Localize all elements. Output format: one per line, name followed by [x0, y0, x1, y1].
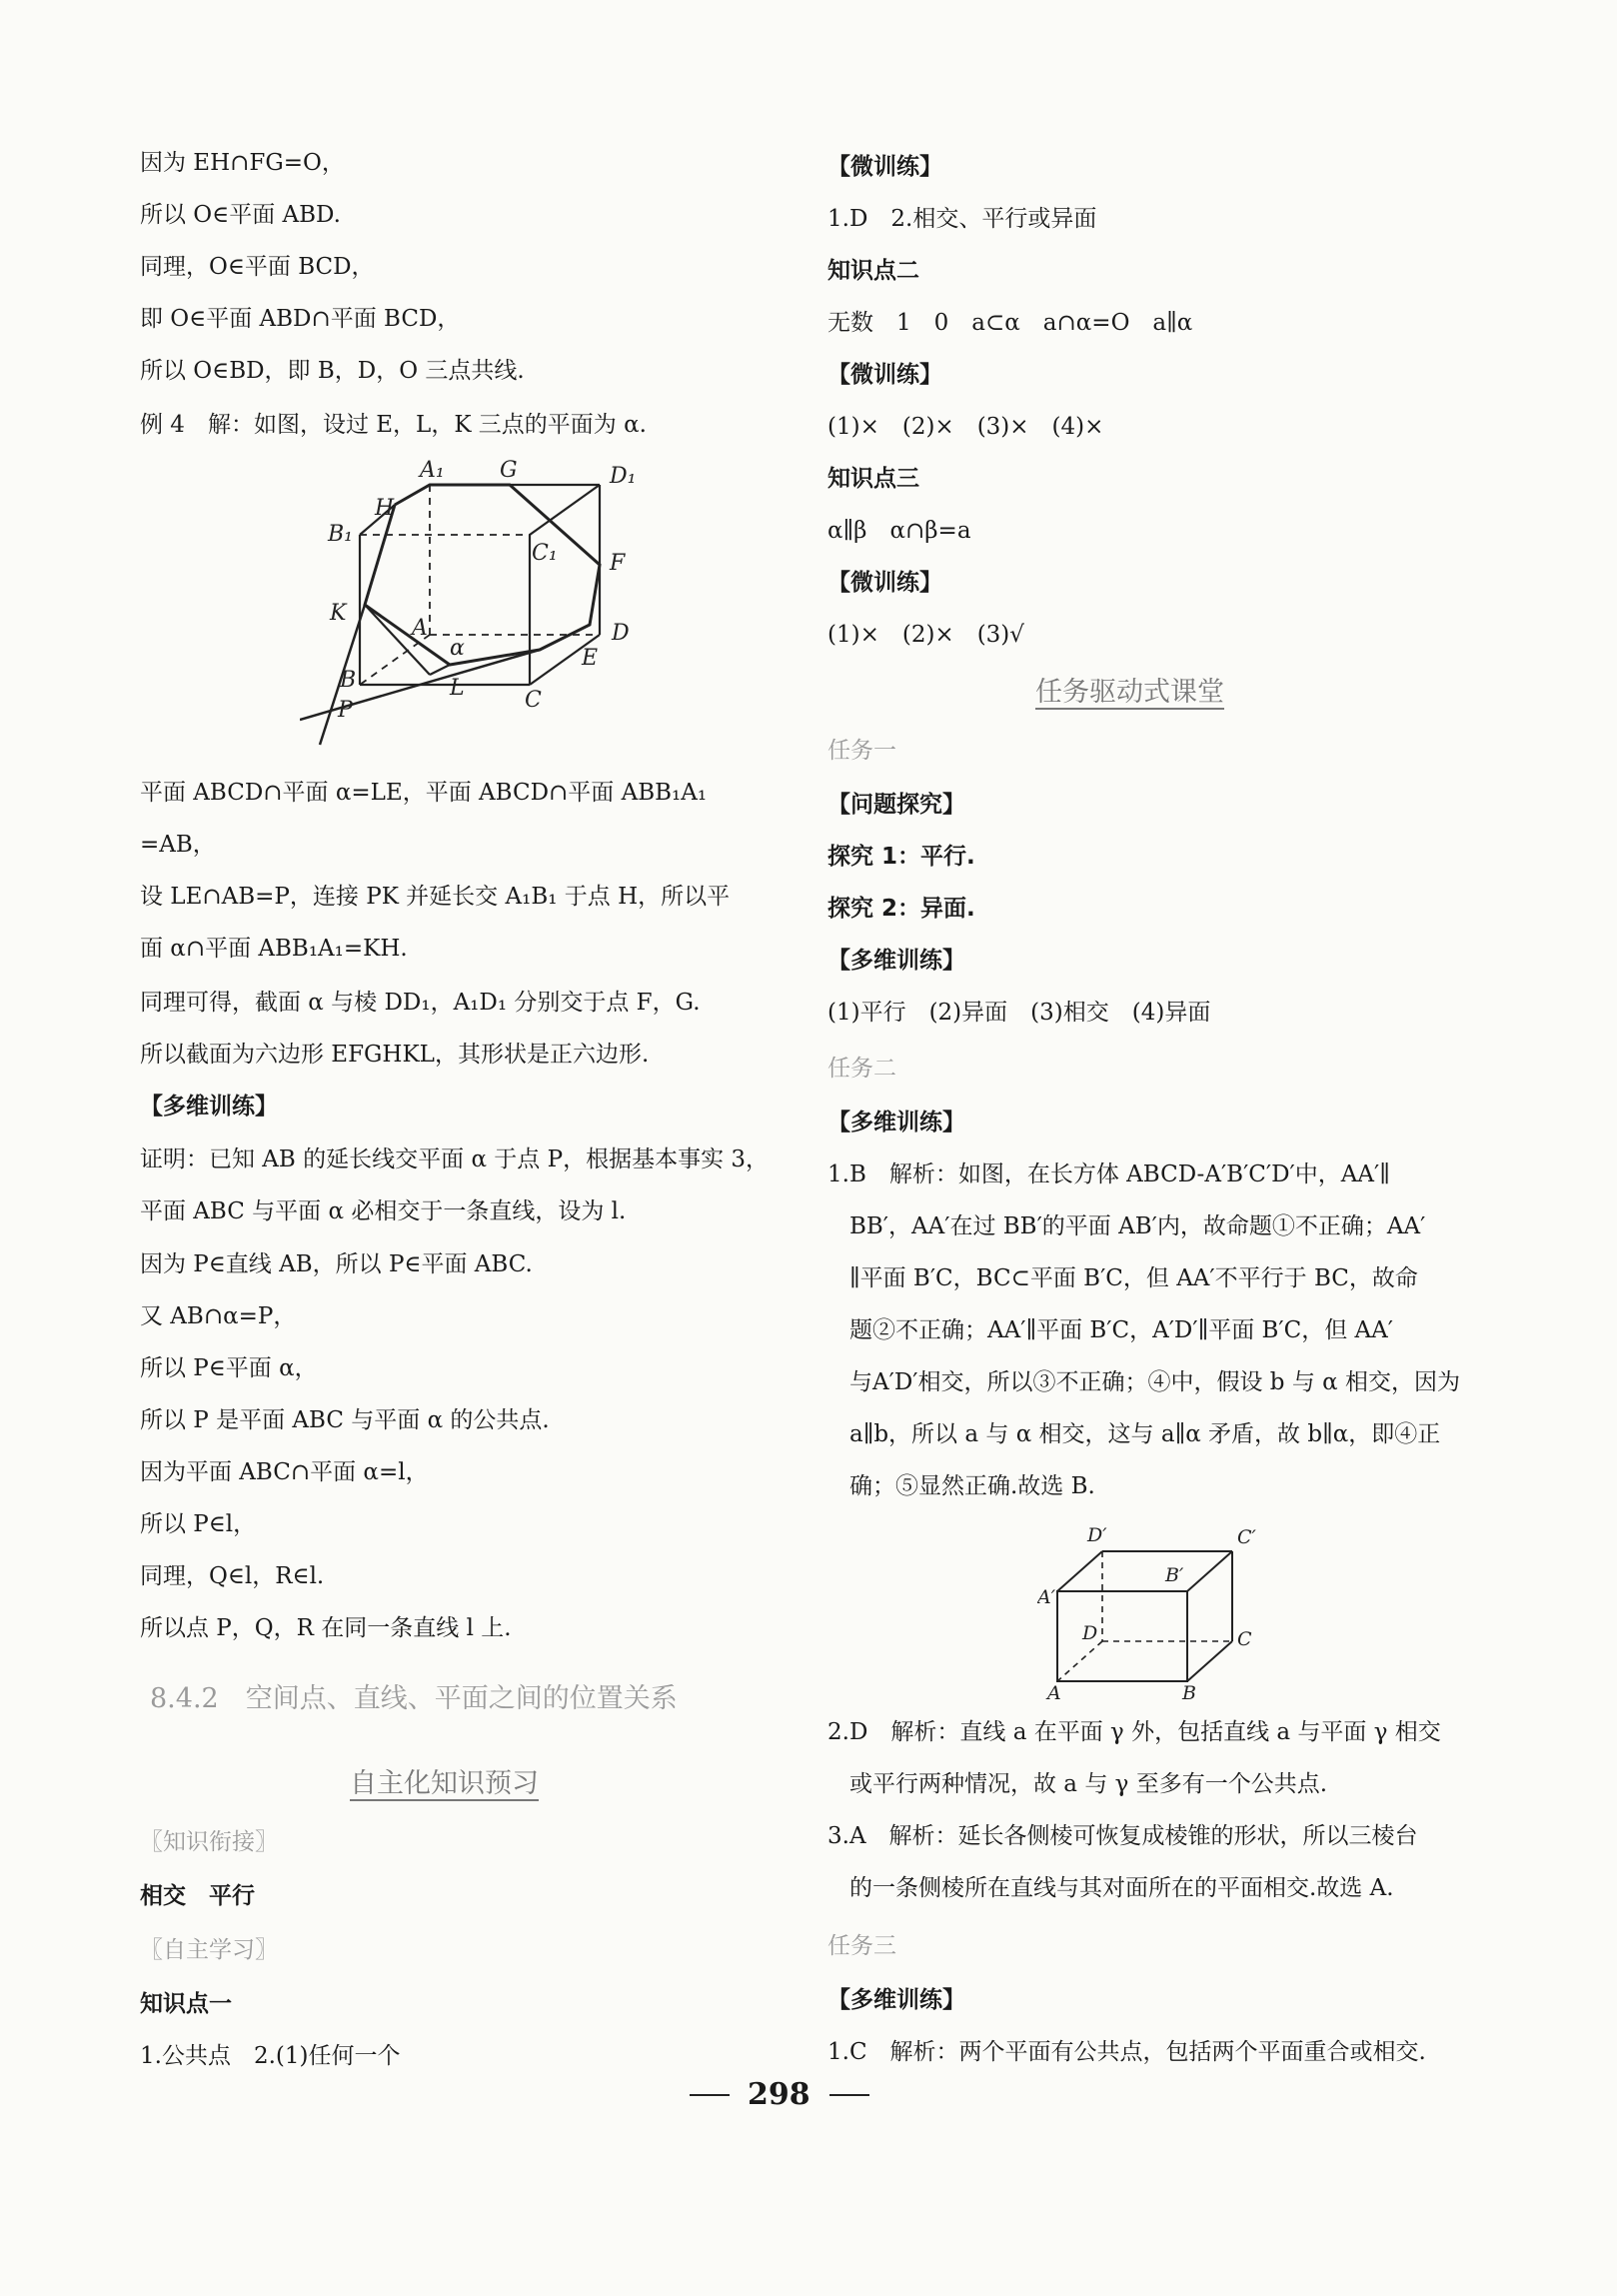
- figure-label: D′: [1087, 1524, 1107, 1546]
- figure-label: C: [525, 688, 542, 713]
- subheading: 知识点三: [827, 466, 919, 492]
- cube-section-figure: [300, 455, 770, 755]
- text-line: 探究 2：异面.: [827, 896, 975, 922]
- text-line: 的一条侧棱所在直线与其对面所在的平面相交.故选 A.: [849, 1875, 1394, 1901]
- task-label: 任务一: [827, 738, 896, 764]
- text-line: 3.A 解析：延长各侧棱可恢复成棱锥的形状，所以三棱台: [827, 1823, 1418, 1849]
- figure-label: A₁: [420, 458, 445, 483]
- figure-label: P: [338, 698, 353, 723]
- text-line: 所以点 P，Q，R 在同一条直线 l 上.: [140, 1615, 512, 1641]
- text-line: 所以截面为六边形 EFGHKL，其形状是正六边形.: [140, 1042, 650, 1068]
- figure-label: C′: [1237, 1526, 1256, 1548]
- text-line: 所以 P 是平面 ABC 与平面 α 的公共点.: [140, 1407, 550, 1433]
- text-line: 证明：已知 AB 的延长线交平面 α 于点 P，根据基本事实 3，: [140, 1147, 770, 1172]
- figure-label: G: [500, 458, 518, 483]
- figure-label: A: [412, 616, 428, 641]
- text-line: 1.C 解析：两个平面有公共点，包括两个平面重合或相交.: [827, 2039, 1426, 2065]
- text-line: 同理可得，截面 α 与棱 DD₁，A₁D₁ 分别交于点 F，G.: [140, 990, 701, 1016]
- text-line: 设 LE∩AB=P，连接 PK 并延长交 A₁B₁ 于点 H，所以平: [140, 884, 731, 910]
- example-heading: 例 4 解：如图，设过 E，L，K 三点的平面为 α.: [140, 412, 647, 438]
- text-line: =AB，: [140, 832, 216, 858]
- text-line: (1)× (2)× (3)√: [827, 622, 1024, 648]
- text-line: 同理，O∈平面 BCD，: [140, 254, 375, 280]
- text-line: 平面 ABCD∩平面 α=LE，平面 ABCD∩平面 ABB₁A₁: [140, 780, 708, 806]
- text-line: 1.公共点 2.(1)任何一个: [140, 2043, 401, 2069]
- text-line: 题②不正确；AA′∥平面 B′C，A′D′∥平面 B′C，但 AA′: [849, 1317, 1394, 1343]
- text-line: ∥平面 B′C，BC⊂平面 B′C，但 AA′不平行于 BC，故命: [849, 1265, 1418, 1291]
- section-tag: 【多维训练】: [140, 1094, 278, 1120]
- figure-label: α: [450, 636, 465, 661]
- section-header: 自主化知识预习: [350, 1768, 539, 1799]
- figure-label: D: [612, 621, 630, 646]
- text-line: 探究 1：平行.: [827, 844, 975, 870]
- figure-label: F: [610, 551, 626, 576]
- text-line: 与A′D′相交，所以③不正确；④中，假设 b 与 α 相交，因为: [849, 1369, 1460, 1395]
- text-line: 1.D 2.相交、平行或异面: [827, 206, 1097, 232]
- text-line: 面 α∩平面 ABB₁A₁=KH.: [140, 936, 408, 962]
- text-line: 所以 O∈BD，即 B，D，O 三点共线.: [140, 358, 525, 384]
- text-line: 或平行两种情况，故 a 与 γ 至多有一个公共点.: [849, 1771, 1328, 1797]
- text-line: 又 AB∩α=P，: [140, 1303, 297, 1329]
- text-line: 所以 O∈平面 ABD.: [140, 202, 341, 228]
- text-line: 因为 P∈直线 AB，所以 P∈平面 ABC.: [140, 1251, 533, 1277]
- task-label: 任务三: [827, 1933, 896, 1959]
- section-tag: 【微训练】: [827, 570, 942, 596]
- text-line: (1)平行 (2)异面 (3)相交 (4)异面: [827, 1000, 1211, 1026]
- text-line: a∥b，所以 a 与 α 相交，这与 a∥α 矛盾，故 b∥α，即④正: [849, 1421, 1441, 1447]
- section-tag: 【多维训练】: [827, 948, 965, 974]
- section-tag: 【微训练】: [827, 362, 942, 388]
- page-number-dash: [829, 2094, 869, 2096]
- page-number: 298: [748, 2077, 810, 2112]
- text-line: BB′，AA′在过 BB′的平面 AB′内，故命题①不正确；AA′: [849, 1213, 1426, 1239]
- section-tag: 【微训练】: [827, 154, 942, 180]
- text-line: (1)× (2)× (3)× (4)×: [827, 414, 1104, 440]
- figure-label: B: [1182, 1682, 1196, 1701]
- section-tag: 【多维训练】: [827, 1987, 965, 2013]
- text-line: 因为平面 ABC∩平面 α=l，: [140, 1459, 429, 1485]
- figure-label: B: [340, 668, 357, 693]
- section-title: 8.4.2 空间点、直线、平面之间的位置关系: [150, 1683, 678, 1714]
- figure-label: C: [1237, 1628, 1252, 1650]
- text-line: 1.B 解析：如图，在长方体 ABCD-A′B′C′D′中，AA′∥: [827, 1161, 1390, 1187]
- text-line: 即 O∈平面 ABD∩平面 BCD，: [140, 306, 461, 332]
- figure-label: C₁: [532, 541, 558, 566]
- text-line: 确；⑤显然正确.故选 B.: [849, 1473, 1095, 1499]
- text-line: 平面 ABC 与平面 α 必相交于一条直线，设为 l.: [140, 1198, 627, 1224]
- page-number-dash: [690, 2094, 730, 2096]
- task-label: 任务二: [827, 1056, 896, 1082]
- figure-label: D: [1082, 1622, 1098, 1644]
- figure-label: D₁: [610, 464, 637, 489]
- text-line: 相交 平行: [140, 1883, 255, 1909]
- text-line: 无数 1 0 a⊂α a∩α=O a∥α: [827, 310, 1193, 336]
- section-tag: 【问题探究】: [827, 792, 965, 818]
- box-figure: [1037, 1521, 1277, 1701]
- text-line: 所以 P∈l，: [140, 1511, 257, 1537]
- section-tag: 〖知识衔接〗: [140, 1829, 278, 1855]
- figure-label: H: [375, 496, 395, 521]
- figure-label: E: [582, 646, 599, 671]
- figure-label: A: [1047, 1682, 1061, 1701]
- figure-label: A′: [1037, 1586, 1056, 1608]
- section-tag: 〖自主学习〗: [140, 1937, 278, 1963]
- text-line: 同理，Q∈l，R∈l.: [140, 1563, 325, 1589]
- text-line: 所以 P∈平面 α，: [140, 1355, 318, 1381]
- section-tag: 【多维训练】: [827, 1110, 965, 1136]
- subheading: 知识点二: [827, 258, 919, 284]
- figure-label: K: [330, 601, 347, 626]
- text-line: α∥β α∩β=a: [827, 518, 971, 544]
- figure-label: B₁: [328, 522, 353, 547]
- figure-label: L: [450, 676, 465, 701]
- figure-label: B′: [1165, 1564, 1184, 1586]
- section-header: 任务驱动式课堂: [1035, 677, 1224, 708]
- text-line: 因为 EH∩FG=O，: [140, 150, 345, 176]
- subheading: 知识点一: [140, 1991, 232, 2017]
- text-line: 2.D 解析：直线 a 在平面 γ 外，包括直线 a 与平面 γ 相交: [827, 1719, 1441, 1745]
